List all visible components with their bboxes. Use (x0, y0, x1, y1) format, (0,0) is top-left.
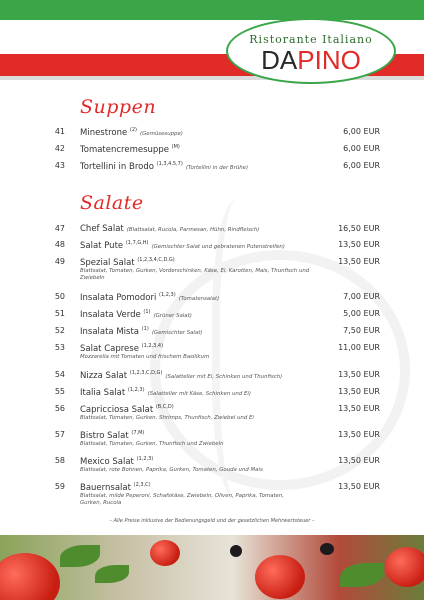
item-number: 41 (54, 127, 65, 136)
item-price: 13,50 EUR (338, 387, 380, 396)
item-number: 53 (54, 343, 65, 352)
item-description: Blattsalat, Tomaten, Gurken, Shrimps, Thunfisch, Zwiebel und Ei (80, 415, 254, 421)
item-number: 57 (54, 430, 65, 439)
flag-stripe-green (0, 0, 424, 20)
item-name: Insalata Pomodori $^{(1,2,3)}$(Tomatensalat) (80, 292, 220, 303)
item-number: 55 (54, 387, 65, 396)
item-description: Mozzarella mit Tomaten und frischem Basilikum (80, 354, 210, 360)
tomato-shape (150, 540, 180, 566)
item-price: 13,50 EUR (338, 240, 380, 249)
item-number: 43 (54, 161, 65, 170)
item-name: Bauernsalat $^{(2,3,C)}$ (80, 482, 151, 493)
item-name: Salat Caprese $^{(1,2,3,4)}$ (80, 343, 164, 354)
basil-leaf-shape (95, 565, 129, 583)
item-name: Italia Salat $^{(1,2,3)}$(Salatteller mit Käse, Schinken und Ei) (80, 387, 251, 398)
item-number: 42 (54, 144, 65, 153)
item-price: 7,00 EUR (343, 292, 380, 301)
logo-pino: PINO (297, 45, 361, 75)
restaurant-logo (226, 18, 396, 84)
item-name: Insalata Mista $^{(1)}$(Gemischter Salat) (80, 326, 203, 337)
item-name: Capricciosa Salat $^{(B,C,D)}$ (80, 404, 174, 415)
item-price: 6,00 EUR (343, 127, 380, 136)
logo-wordmark (228, 46, 394, 74)
item-description: Blattsalat, Tomaten, Gurken, Vorderschinken, Käse, Ei, Karotten, Mais, Thunfisch und Zwiebeln (80, 268, 310, 281)
item-number: 49 (54, 257, 65, 266)
basil-leaf-shape (340, 563, 384, 587)
item-price: 13,50 EUR (338, 456, 380, 465)
item-number: 50 (54, 292, 65, 301)
item-description: Blattsalat, Tomaten, Gurken, Thunfisch und Zwiebeln (80, 441, 224, 447)
item-price: 6,00 EUR (343, 144, 380, 153)
item-name: Salat Pute $^{(1,7,G,H)}$(Gemischter Salat und gebratenen Putenstreifen) (80, 240, 285, 251)
food-photo (0, 535, 424, 600)
item-number: 47 (54, 224, 65, 233)
item-name: Spezial Salat $^{(1,2,3,4,C,D,G)}$ (80, 257, 175, 268)
item-price: 5,00 EUR (343, 309, 380, 318)
basil-leaf-shape (60, 545, 100, 567)
item-name: Nizza Salat $^{(1,2,3,C,D,G)}$(Salatteller mit Ei, Schinken und Thunfisch) (80, 370, 283, 381)
item-price: 13,50 EUR (338, 404, 380, 413)
tomato-shape (385, 547, 424, 587)
item-price: 11,00 EUR (338, 343, 380, 352)
logo-da: DA (261, 45, 298, 75)
section-title-suppen: Suppen (80, 96, 157, 118)
olive-shape (320, 543, 334, 555)
item-description: Blattsalat, milde Peperoni, Schafskäse, Zwiebeln, Oliven, Paprika, Tomaten, Gurken, Rucola (80, 493, 284, 506)
item-price: 16,50 EUR (338, 224, 380, 233)
item-price: 13,50 EUR (338, 257, 380, 266)
item-number: 51 (54, 309, 65, 318)
item-name: Mexico Salat $^{(1,2,3)}$ (80, 456, 154, 467)
item-name: Bistro Salat $^{(7,M)}$ (80, 430, 145, 441)
tomato-shape (0, 553, 60, 600)
item-number: 54 (54, 370, 65, 379)
item-number: 56 (54, 404, 65, 413)
item-name: Chef Salat (Blattsalat, Rucola, Parmesan, Hühn, Rindfleisch) (80, 224, 260, 234)
olive-shape (230, 545, 242, 557)
item-price: 13,50 EUR (338, 430, 380, 439)
section-title-salate: Salate (80, 192, 144, 214)
item-number: 52 (54, 326, 65, 335)
item-price: 6,00 EUR (343, 161, 380, 170)
item-name: Insalata Verde $^{(1)}$(Grüner Salat) (80, 309, 192, 320)
item-number: 48 (54, 240, 65, 249)
item-name: Tomatencremesuppe $^{(M)}$ (80, 144, 180, 155)
item-price: 7,50 EUR (343, 326, 380, 335)
item-name: Tortellini in Brodo $^{(1,3,4,5,7)}$(Tortellini in der Brühe) (80, 161, 249, 172)
item-number: 59 (54, 482, 65, 491)
price-footnote: – Alle Preise inklusive der Bedienungsgeld und der gesetzlichen Mehrwertsteuer – (109, 518, 315, 524)
item-name: Minestrone $^{(2)}$(Gemüsesuppe) (80, 127, 183, 138)
item-price: 13,50 EUR (338, 370, 380, 379)
item-price: 13,50 EUR (338, 482, 380, 491)
logo-subtitle: Ristorante Italiano (249, 33, 373, 46)
item-number: 58 (54, 456, 65, 465)
item-description: Blattsalat, rote Bohnen, Paprika, Gurken, Tomaten, Gouda und Mais (80, 467, 263, 473)
tomato-shape (255, 555, 305, 599)
